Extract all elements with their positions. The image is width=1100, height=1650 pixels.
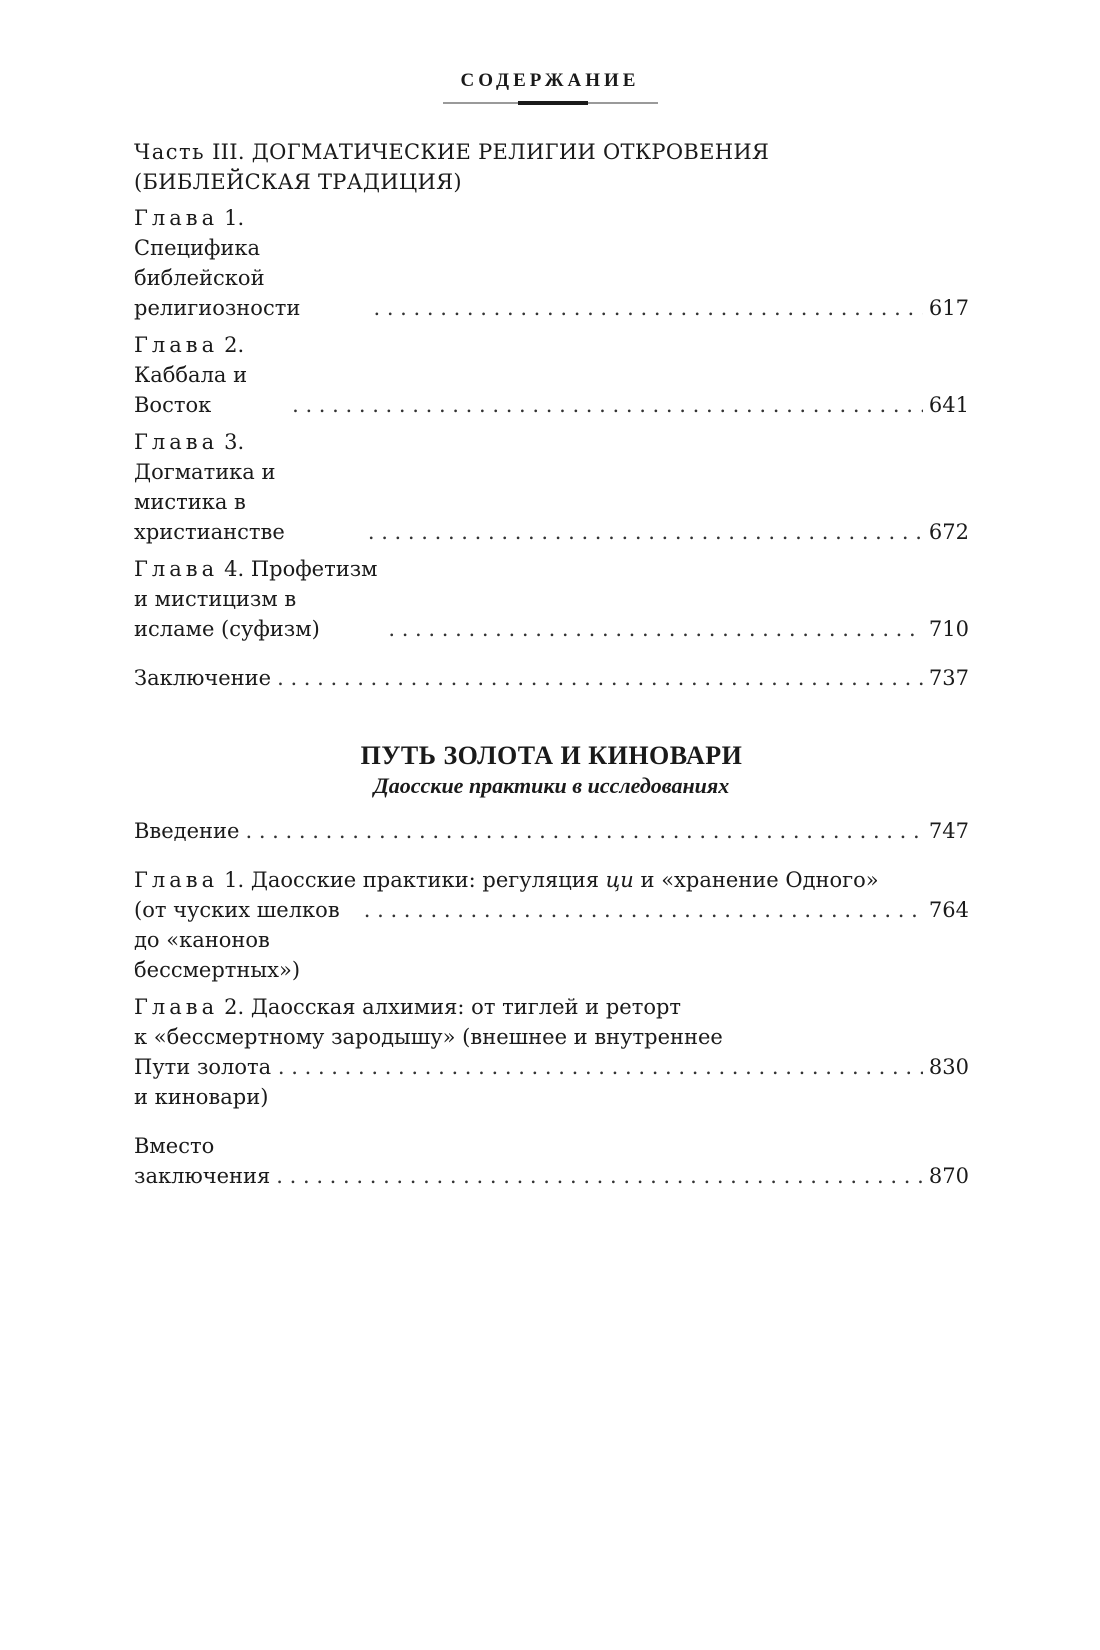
toc-entry-conclusion[interactable] <box>134 663 969 693</box>
section-subtitle: Даосские практики в исследованиях <box>373 773 730 798</box>
toc-entry-chapter-3[interactable] <box>134 427 969 547</box>
chapter-label: Глава <box>134 557 219 581</box>
toc-entry-daoist-chapter-2[interactable] <box>134 992 969 1112</box>
toc-entry-chapter-4[interactable] <box>134 554 969 644</box>
chapter-title: 3. Догматика и мистика в христианстве <box>134 430 285 544</box>
part-title <box>134 137 969 197</box>
page-header <box>0 70 1100 104</box>
chapter-title-line3: Пути золота и киновари) <box>134 1055 272 1109</box>
chapter-label: Глава <box>134 430 219 454</box>
toc-entry-chapter-1[interactable] <box>134 203 969 323</box>
dot-leader <box>368 517 923 547</box>
dot-leader <box>245 816 922 846</box>
afterword-title: Вместо заключения <box>134 1134 271 1188</box>
toc-entry-introduction[interactable] <box>134 816 969 846</box>
page-number: 617 <box>928 296 969 320</box>
dot-leader <box>364 895 923 925</box>
toc-entry-daoist-chapter-1[interactable] <box>134 865 969 985</box>
dot-leader <box>388 614 923 644</box>
chapter-title-line1-b: и «хранение Одного» <box>640 868 879 892</box>
chapter-label: Глава <box>134 206 219 230</box>
page-number: 672 <box>928 520 969 544</box>
page-number: 764 <box>928 898 969 922</box>
page-number: 830 <box>928 1055 969 1079</box>
chapter-title-line1: 2. Даосская алхимия: от тиглей и реторт <box>224 995 682 1019</box>
chapter-title: 1. Специфика библейской религиозности <box>134 206 301 320</box>
page-number: 641 <box>928 393 969 417</box>
page-number: 710 <box>928 617 969 641</box>
chapter-label: Глава <box>134 868 219 892</box>
header-rule <box>443 102 658 104</box>
conclusion-title: Заключение <box>134 666 272 690</box>
chapter-title-line2: (от чуских шелков до «канонов бессмертных») <box>134 898 340 982</box>
chapter-title-italic-term: ци <box>605 868 634 892</box>
chapter-title-line1-a: 1. Даосские практики: регуляция <box>224 868 599 892</box>
page-number: 737 <box>928 666 969 690</box>
table-of-contents <box>134 137 969 1198</box>
dot-leader <box>277 663 923 693</box>
chapter-label: Глава <box>134 995 219 1019</box>
chapter-title-line2: к «бессмертному зародышу» (внешнее и внутреннее <box>134 1025 723 1049</box>
running-head-title: СОДЕРЖАНИЕ <box>460 70 640 91</box>
section-title: ПУТЬ ЗОЛОТА И КИНОВАРИ <box>360 741 743 770</box>
page-number: 747 <box>928 819 969 843</box>
dot-leader <box>276 1161 923 1191</box>
dot-leader <box>373 293 922 323</box>
part-title-text: III. ДОГМАТИЧЕСКИЕ РЕЛИГИИ ОТКРОВЕНИЯ <box>212 140 770 164</box>
toc-entry-chapter-2[interactable] <box>134 330 969 420</box>
toc-entry-afterword[interactable] <box>134 1131 969 1191</box>
page-number: 870 <box>928 1164 969 1188</box>
chapter-title: 2. Каббала и Восток <box>134 333 248 417</box>
chapter-title: 4. Профетизм и мистицизм в исламе (суфизм) <box>134 557 378 641</box>
part-title-line2: (БИБЛЕЙСКАЯ ТРАДИЦИЯ) <box>134 170 462 194</box>
part-label: Часть <box>134 140 206 164</box>
dot-leader <box>292 390 923 420</box>
introduction-title: Введение <box>134 819 240 843</box>
dot-leader <box>278 1052 923 1082</box>
chapter-label: Глава <box>134 333 219 357</box>
